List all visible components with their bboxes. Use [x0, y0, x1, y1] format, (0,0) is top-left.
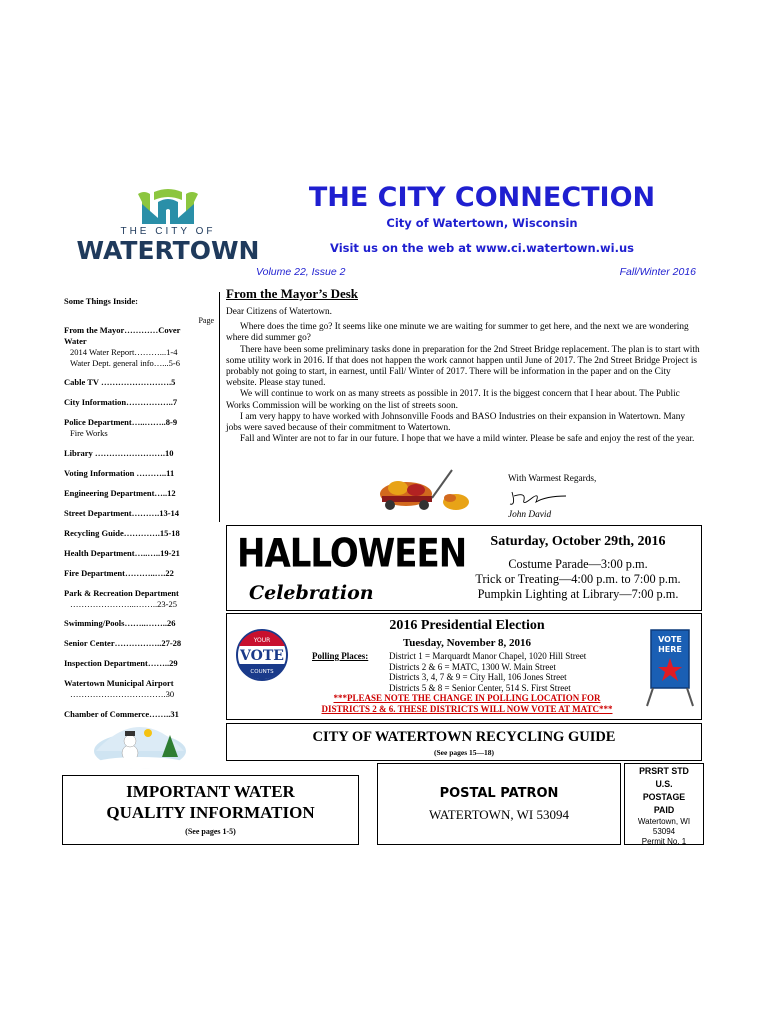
- polling-change-note-2: [267, 704, 667, 714]
- mayor-paragraph: There have been some preliminary tasks done in preparation for the 2nd Street Bridge replacement. The plan is to start with some utility work in 2016. If that does not happen the work cannot happen until June of 2017. The 2nd Street Bridge Project is probably not going to start, in earnest, until Fall/ Winter of 2017. There will be information in the paper and on the City website. Please stay tuned.: [226, 344, 700, 389]
- contents-item: Fire Department………..….22: [64, 567, 174, 578]
- contents-item: Water Dept. general info…...5-6: [70, 357, 181, 368]
- contents-item: Water: [64, 336, 87, 346]
- newsletter-title: THE CITY CONNECTION: [308, 182, 656, 213]
- sign-line-2: HERE: [658, 645, 682, 654]
- contents-item: Chamber of Commerce……..31: [64, 708, 179, 719]
- mayor-paragraph: Fall and Winter are not to far in our future. I hope that we have a mild winter. Please be safe and enjoy the rest of the year.: [240, 434, 695, 445]
- contents-sidebar: [64, 296, 214, 729]
- recycling-title: CITY OF WATERTOWN RECYCLING GUIDE: [312, 729, 616, 745]
- badge-mid: VOTE: [240, 648, 284, 664]
- polling-place: Districts 3, 4, 7 & 9 = City Hall, 106 Jones Street: [389, 672, 567, 682]
- contents-item: Recycling Guide………….15-18: [64, 527, 180, 538]
- election-title: 2016 Presidential Election: [389, 618, 545, 633]
- sign-line-1: VOTE: [658, 635, 682, 644]
- note-line-2: DISTRICTS 2 & 6. THESE DISTRICTS WILL NOW VOTE AT MATC: [321, 704, 599, 714]
- contents-item: Fire Works: [70, 428, 108, 438]
- polling-change-note: [267, 693, 667, 703]
- contents-item: Health Department…..…..19-21: [64, 547, 180, 558]
- permit-line: Permit No. 1: [641, 837, 687, 846]
- autumn-wagon-icon: [376, 464, 471, 512]
- recycling-pages: (See pages 15—18): [434, 748, 494, 757]
- permit-line: POSTAGE: [642, 792, 686, 802]
- page-column-label: Page: [198, 316, 214, 325]
- note-stars: ***: [599, 704, 613, 714]
- contents-item: Watertown Municipal Airport: [64, 678, 174, 688]
- halloween-schedule-line: Pumpkin Lighting at Library—7:00 p.m.: [477, 587, 679, 601]
- mayor-letter: [226, 307, 700, 445]
- contents-item: Library …………………….10: [64, 447, 174, 458]
- contents-heading: Some Things Inside:: [64, 296, 139, 306]
- signature-icon: [506, 488, 570, 508]
- logo-line-1: THE CITY OF: [120, 226, 216, 237]
- postage-permit-box: [624, 763, 704, 845]
- contents-item: Engineering Department…..12: [64, 487, 176, 498]
- volume-issue: Volume 22, Issue 2: [256, 266, 346, 278]
- contents-item: Park & Recreation Department: [64, 587, 179, 598]
- contents-item: …………………………….30: [70, 689, 175, 699]
- halloween-box: [226, 525, 702, 611]
- permit-line: PAID: [653, 805, 675, 815]
- halloween-word: HALLOWEEN: [237, 531, 467, 577]
- halloween-schedule-line: Trick or Treating—4:00 p.m. to 7:00 p.m.: [475, 572, 681, 586]
- snowman-globe-icon: [90, 713, 190, 769]
- newsletter-subtitle: City of Watertown, Wisconsin: [386, 216, 578, 230]
- contents-item: Cable TV …………………….5: [64, 377, 176, 387]
- website-line: Visit us on the web at www.ci.watertown.wi.us: [330, 241, 634, 255]
- water-line-2: QUALITY INFORMATION: [106, 803, 315, 822]
- note-line-1: PLEASE NOTE THE CHANGE IN POLLING LOCATION FOR: [347, 693, 601, 703]
- mayor-paragraph: I am very happy to have worked with Johnsonville Foods and BASO Industries on their expansion in Watertown. Many jobs were saved because of their commitment to Watertown.: [226, 411, 686, 434]
- contents-item: Senior Center……………..27-28: [64, 638, 182, 648]
- contents-item: City Information……………..7: [64, 397, 178, 407]
- contents-item: Swimming/Pools……..……..26: [64, 618, 176, 628]
- contents-item: Street Department……….13-14: [64, 507, 180, 518]
- watertown-logo-icon: [62, 188, 274, 228]
- patron-line-1: POSTAL PATRON: [439, 786, 559, 801]
- mayor-paragraph: Where does the time go? It seems like one minute we are waiting for summer to get here, and the next we are wondering where did summer go?: [226, 322, 689, 344]
- permit-line: U.S.: [655, 779, 673, 789]
- water-quality-box: [62, 775, 359, 845]
- contents-item: From the Mayor…………Cover: [64, 325, 181, 335]
- election-box: [226, 613, 702, 720]
- halloween-date: Saturday, October 29th, 2016: [490, 534, 666, 549]
- recycling-box: [226, 723, 702, 761]
- mayor-greeting: Dear Citizens of Watertown.: [226, 307, 332, 317]
- water-line-1: IMPORTANT WATER: [126, 782, 295, 801]
- contents-item: Police Department…..……..8-9: [64, 417, 178, 427]
- permit-line: PRSRT STD: [639, 766, 689, 776]
- your-vote-counts-badge-icon: [235, 628, 289, 682]
- permit-line: Watertown, WI: [637, 817, 691, 826]
- column-divider: [219, 292, 220, 522]
- logo-line-2: WATERTOWN: [76, 236, 260, 265]
- city-logo: [62, 188, 274, 265]
- mayor-name: John David: [508, 510, 552, 520]
- contents-item: 2014 Water Report………...1-4: [70, 347, 178, 357]
- water-pages: (See pages 1-5): [185, 827, 236, 836]
- polling-label: Polling Places:: [312, 651, 369, 661]
- note-stars: ***: [333, 693, 348, 703]
- postal-patron-box: [377, 763, 621, 845]
- contents-item: Inspection Department……..29: [64, 658, 178, 668]
- contents-list: [64, 325, 214, 720]
- badge-bottom: COUNTS: [250, 669, 274, 675]
- permit-line: 53094: [652, 827, 676, 836]
- badge-top: YOUR: [253, 637, 271, 644]
- issue-season: Fall/Winter 2016: [619, 266, 696, 278]
- polling-place: Districts 2 & 6 = MATC, 1300 W. Main Street: [389, 661, 556, 672]
- celebration-word: Celebration: [249, 582, 374, 604]
- contents-item: Voting Information ………..11: [64, 467, 175, 478]
- election-date: Tuesday, November 8, 2016: [402, 637, 532, 649]
- polling-place: Districts 5 & 8 = Senior Center, 514 S. First Street: [389, 682, 571, 693]
- mayor-heading: From the Mayor’s Desk: [226, 286, 359, 301]
- polling-place: District 1 = Marquardt Manor Chapel, 1020 Hill Street: [389, 651, 587, 661]
- mayor-paragraph: We will continue to work on as many streets as possible in 2017. It is the biggest concern that I hear about. The Public Works Commission will be working on the list of streets soon.: [226, 389, 680, 411]
- patron-line-2: WATERTOWN, WI 53094: [429, 807, 569, 822]
- halloween-schedule-line: Costume Parade—3:00 p.m.: [508, 557, 648, 571]
- vote-here-sign-icon: [645, 628, 695, 708]
- contents-item: …………………...……..23-25: [70, 598, 177, 609]
- closing-line: With Warmest Regards,: [508, 474, 597, 484]
